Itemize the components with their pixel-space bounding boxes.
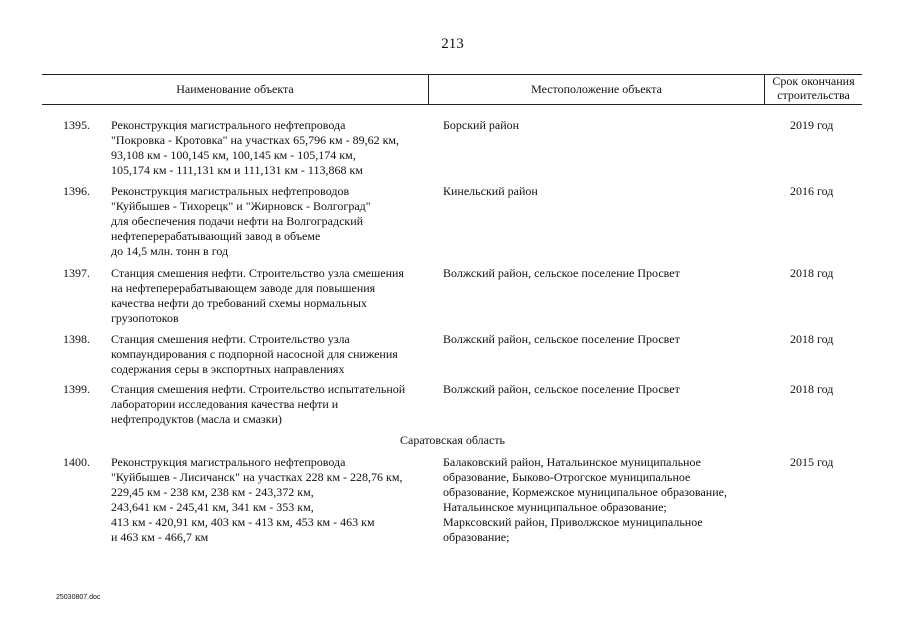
header-name: Наименование объекта (176, 82, 294, 96)
row-location: Балаковский район, Натальинское муниципальное образование, Быково-Отрогское муниципальное образование, Кормежское муниципальное образование, Натальинское муниципальное образование; Марксовский район, Приволжское муниципальное образование; (443, 455, 727, 544)
row-year: 2018 год (790, 382, 834, 396)
row-name: Станция смешения нефти. Строительство узла компаундирования с подпорной насосной для снижения содержания серы в экспортных направлениях (111, 332, 398, 376)
row-name: Станция смешения нефти. Строительство испытательной лаборатории исследования качества нефти и нефтепродуктов (масла и смазки) (111, 382, 406, 426)
row-name: Реконструкция магистральных нефтепроводов "Куйбышев - Тихорецк" и "Жирновск - Волгоград" для обеспечения подачи нефти на Волгоградский нефтеперерабатывающий завод в объеме до 14,5 млн. тонн в год (111, 184, 371, 258)
row-year: 2018 год (790, 332, 834, 346)
row-year: 2018 год (790, 266, 834, 280)
row-name: Реконструкция магистрального нефтепровода "Куйбышев - Лисичанск" на участках 228 км - 228,76 км, 229,45 км - 238 км, 238 км - 243,372 км, 243,641 км - 245,41 км, 341 км - 353 км, 413 км - 420,91 км, 403 км - 413 км, 453 км - 463 км и 463 км - 466,7 км (111, 455, 403, 544)
row-location: Волжский район, сельское поселение Просвет (443, 382, 680, 396)
row-year: 2015 год (790, 455, 834, 469)
row-location: Волжский район, сельское поселение Просвет (443, 332, 680, 346)
row-number: 1398. (63, 332, 90, 346)
header-rule-bottom (42, 104, 862, 105)
row-name: Станция смешения нефти. Строительство узла смешения на нефтеперерабатывающем заводе для повышения качества нефти до требований схемы нормальных грузопотоков (111, 266, 404, 325)
page-number: 213 (441, 36, 464, 52)
region-heading: Саратовская область (399, 433, 505, 447)
row-number: 1397. (63, 266, 90, 280)
footer-filename: 25030807.doc (56, 594, 101, 601)
header-location: Местоположение объекта (531, 82, 662, 96)
header-term: Срок окончания строительства (772, 74, 855, 102)
row-location: Волжский район, сельское поселение Просвет (443, 266, 680, 280)
row-number: 1400. (63, 455, 90, 469)
row-number: 1399. (63, 382, 90, 396)
row-location: Кинельский район (443, 184, 538, 198)
row-year: 2016 год (790, 184, 834, 198)
row-name: Реконструкция магистрального нефтепровода "Покровка - Кротовка" на участках 65,796 км - 89,62 км, 93,108 км - 100,145 км, 100,145 км - 105,174 км, 105,174 км - 111,131 км и 111,131 км - 113,868 км (111, 118, 399, 177)
row-location: Борский район (443, 118, 520, 132)
row-number: 1395. (63, 118, 90, 132)
header-rule-top (42, 74, 862, 75)
row-number: 1396. (63, 184, 90, 198)
row-year: 2019 год (790, 118, 834, 132)
